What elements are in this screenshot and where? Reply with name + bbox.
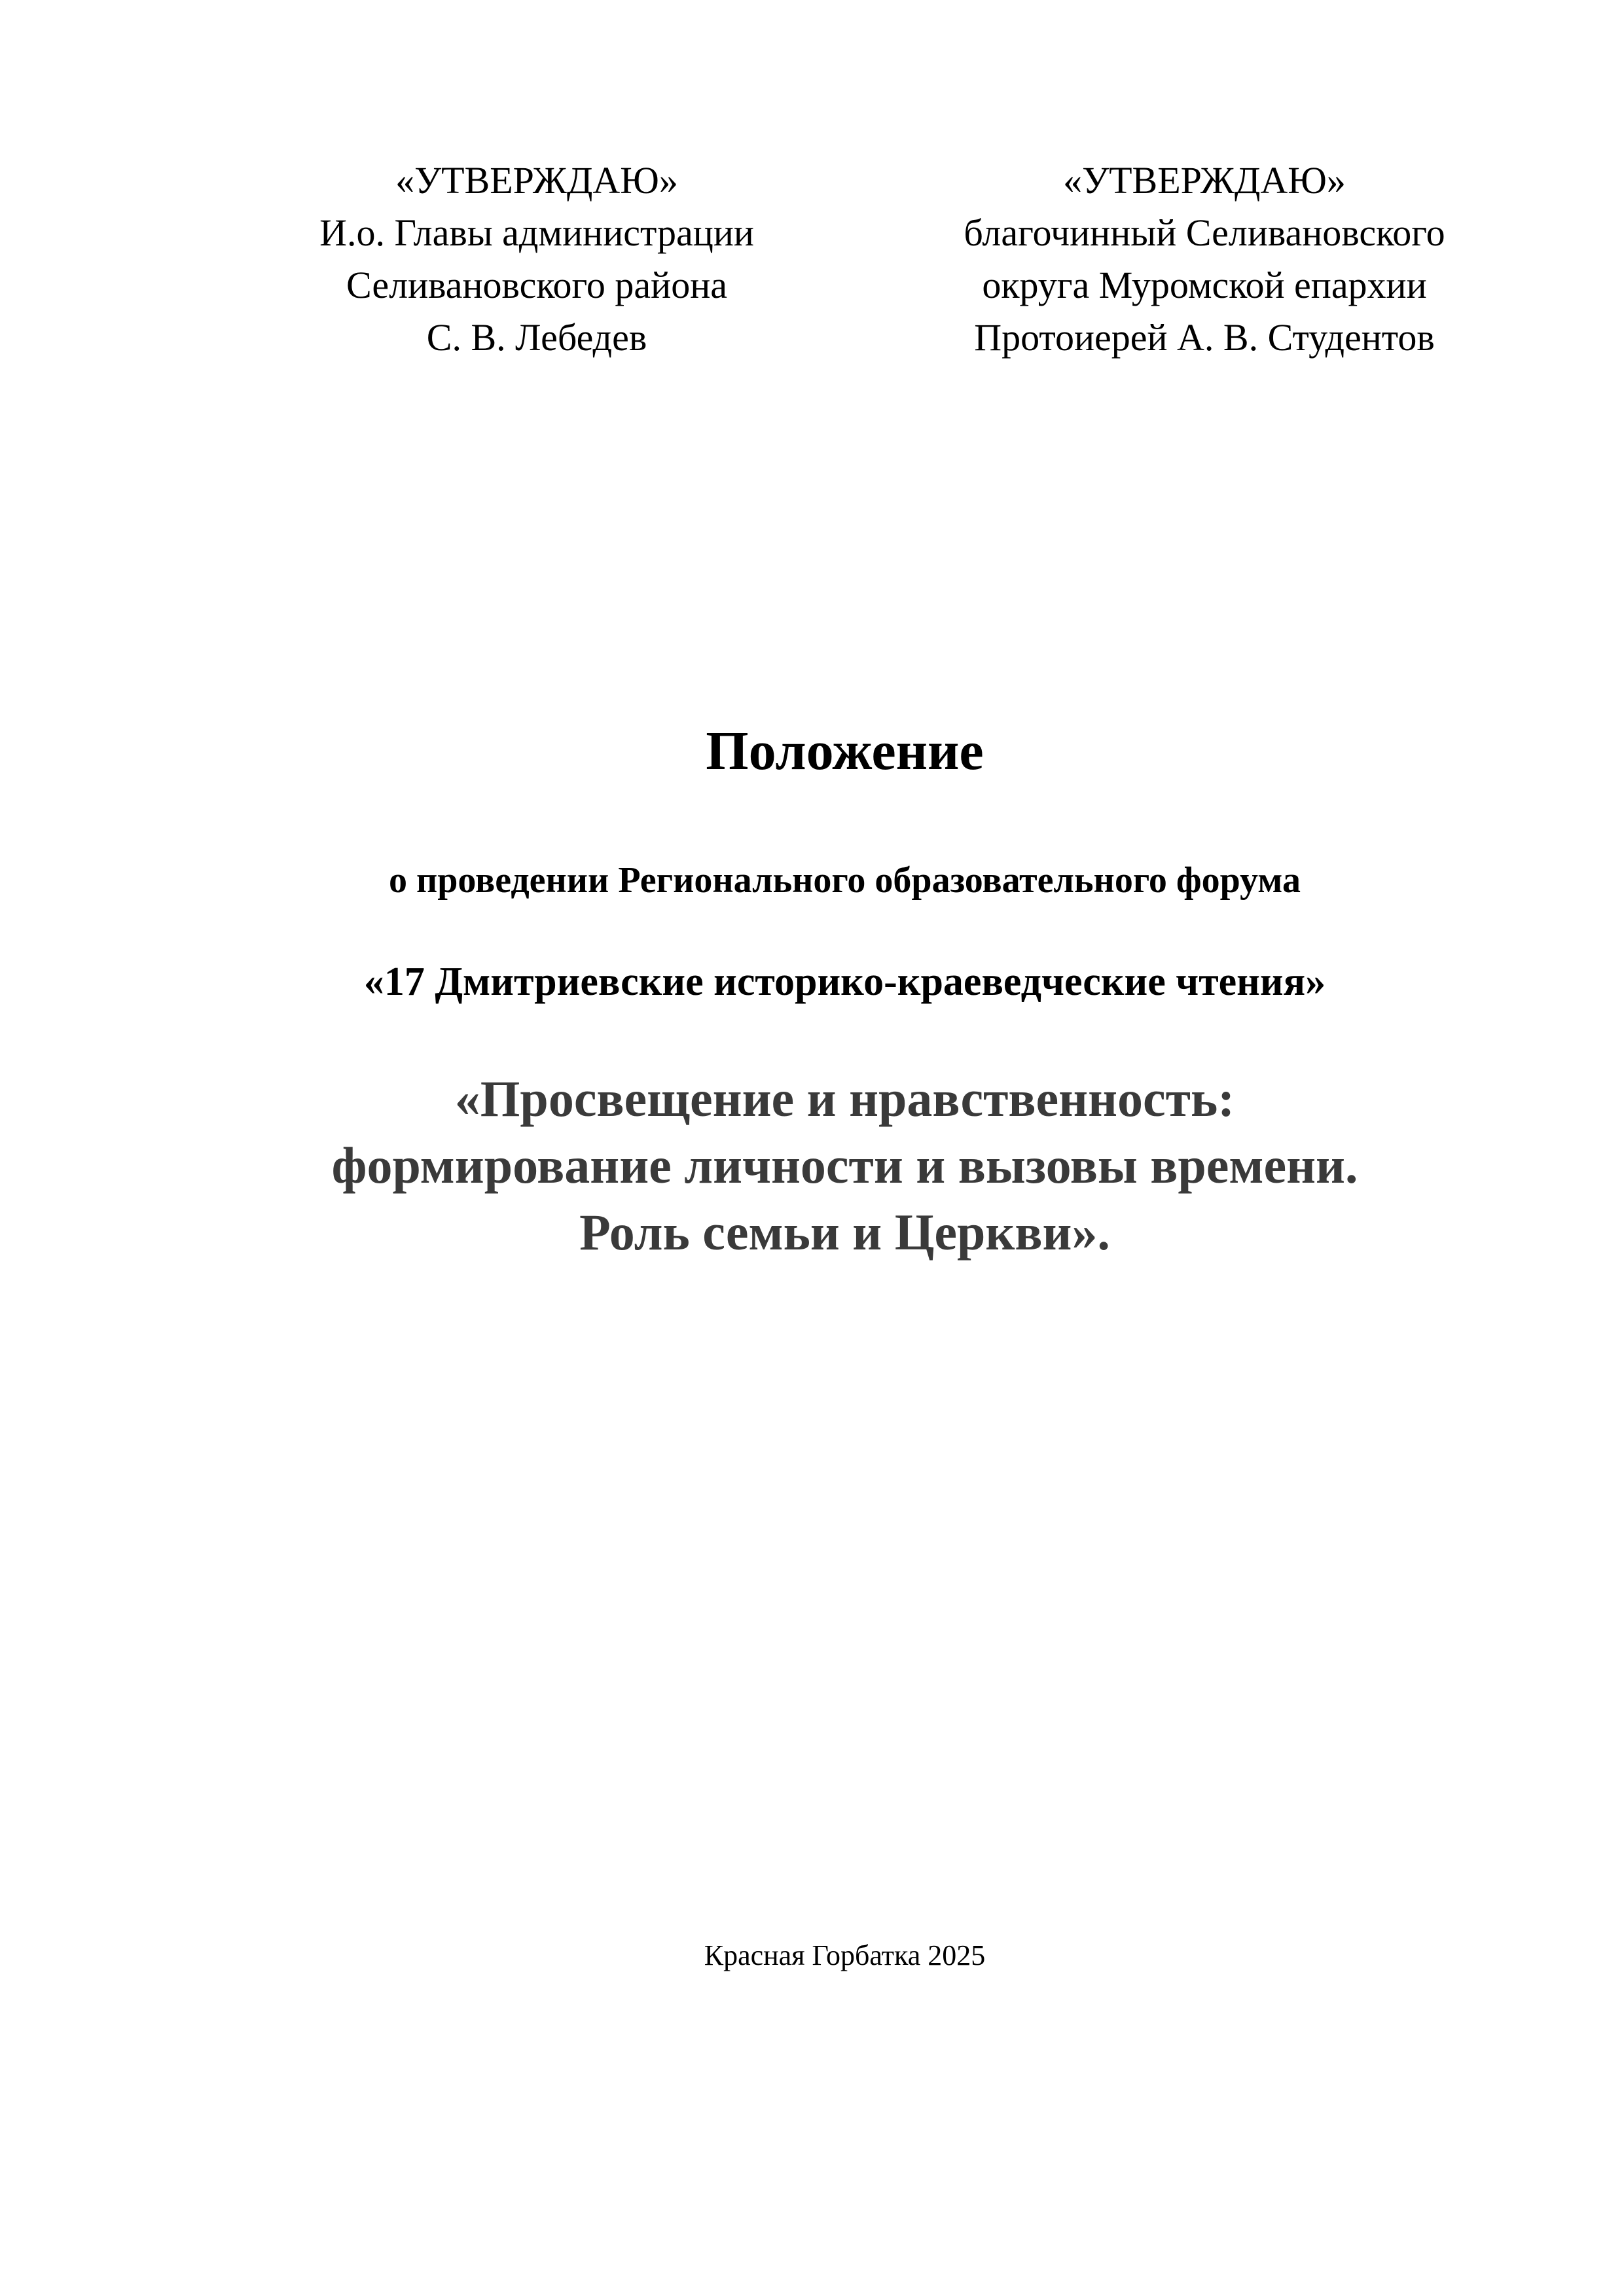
place-and-year: Красная Горбатка 2025	[704, 1939, 986, 1971]
document-subtitle-forum: о проведении Регионального образовательного форума	[388, 860, 1301, 901]
approval-position: благочинный Селивановского	[964, 211, 1445, 254]
approval-block-deanery	[877, 154, 1532, 364]
approval-heading: «УТВЕРЖДАЮ»	[395, 159, 678, 202]
document-title: Положение	[706, 721, 984, 781]
forum-theme	[0, 1066, 1624, 1266]
forum-theme-line: Роль семьи и Церкви».	[579, 1204, 1110, 1261]
approval-organization: округа Муромской епархии	[982, 264, 1427, 306]
approval-heading: «УТВЕРЖДАЮ»	[1063, 159, 1346, 202]
approval-position: И.о. Главы администрации	[319, 211, 754, 254]
approval-block-administration	[223, 154, 851, 364]
forum-theme-line: «Просвещение и нравственность:	[454, 1070, 1235, 1127]
forum-theme-line: формирование личности и вызовы времени.	[331, 1137, 1358, 1194]
approval-signatory-name: Протоиерей А. В. Студентов	[974, 316, 1435, 359]
document-subtitle-readings: «17 Дмитриевские историко-краеведческие чтения»	[363, 960, 1326, 1004]
approval-organization: Селивановского района	[346, 264, 727, 306]
approval-signatory-name: С. В. Лебедев	[426, 316, 647, 359]
